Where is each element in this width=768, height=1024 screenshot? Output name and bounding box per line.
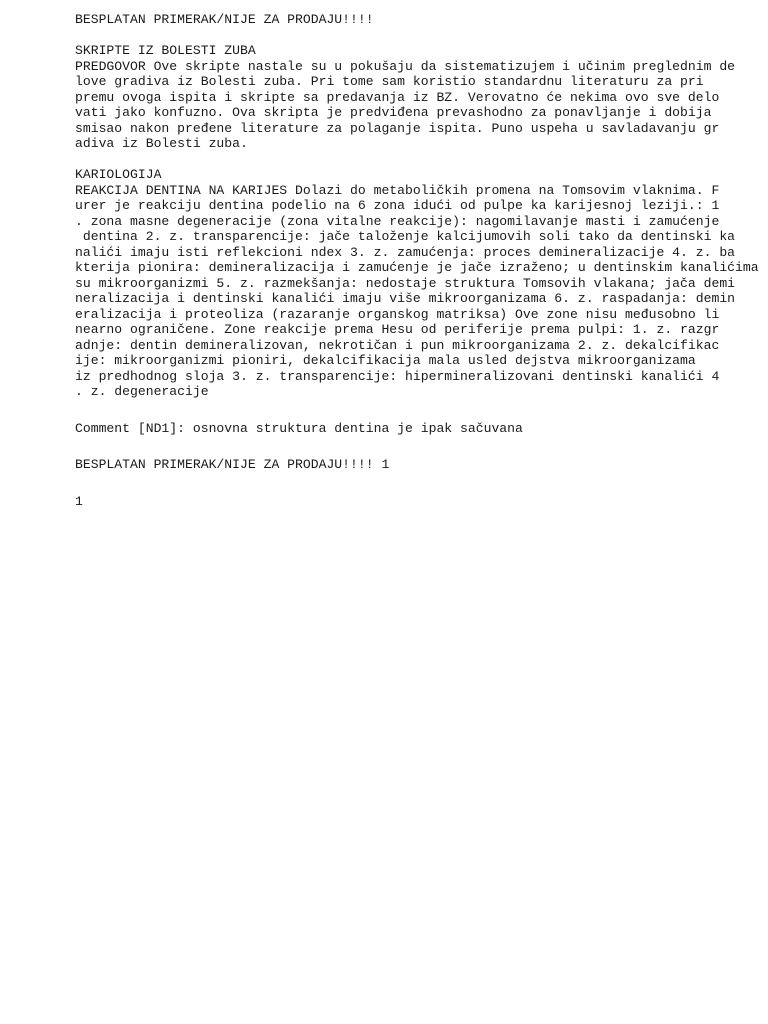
section-line: nalići imaju isti reflekcioni ndex 3. z. zamućenja: proces demineralizacije 4. z. ba xyxy=(75,244,736,260)
intro-line: vati jako konfuzno. Ova skripta je predviđena prevashodno za ponavljanje i dobija xyxy=(75,105,712,120)
spacer xyxy=(75,152,755,168)
intro-line: adiva iz Bolesti zuba. xyxy=(75,136,248,151)
intro-title: SKRIPTE IZ BOLESTI ZUBA xyxy=(75,43,256,58)
section-line: su mikroorganizmi 5. z. razmekšanja: nedostaje struktura Tomsovih vlakana; jača demi xyxy=(75,275,736,291)
section-line: urer je reakciju dentina podelio na 6 zona idući od pulpe ka karijesnoj leziji.: 1 xyxy=(75,198,720,213)
section-line: nearno ograničene. Zone reakcije prema Hesu od periferije prema pulpi: 1. z. razgr xyxy=(75,322,720,337)
spacer xyxy=(75,436,755,457)
section-line: REAKCIJA DENTINA NA KARIJES Dolazi do metaboličkih promena na Tomsovim vlaknima. F xyxy=(75,182,720,198)
section-line: dentina 2. z. transparencije: jače taloženje kalcijumovih soli tako da dentinski ka xyxy=(75,229,736,244)
section-line: . z. degeneracije xyxy=(75,384,209,399)
section-line: adnje: dentin demineralizovan, nekrotičan i pun mikroorganizama 2. z. dekalcifikac xyxy=(75,337,720,353)
section-line: kterija pionira: demineralizacija i zamućenje je jače izraženo; u dentinskim kanalićima xyxy=(75,260,759,275)
spacer xyxy=(75,473,755,494)
section-line: . zona masne degeneracije (zona vitalne reakcije): nagomilavanje masti i zamućenje xyxy=(75,213,720,229)
section-line: eralizacija i proteoliza (razaranje organskog matriksa) Ove zone nisu međusobno li xyxy=(75,306,720,322)
spacer xyxy=(75,400,755,421)
footer-notice: BESPLATAN PRIMERAK/NIJE ZA PRODAJU!!!! 1 xyxy=(75,457,390,472)
intro-line: PREDGOVOR Ove skripte nastale su u pokušaju da sistematizujem i učinim preglednim de xyxy=(75,58,736,74)
document-page xyxy=(75,12,759,509)
section-line: iz predhodnog sloja 3. z. transparencije: hipermineralizovani dentinski kanalići 4 xyxy=(75,368,720,384)
page-number: 1 xyxy=(75,493,83,509)
section-block xyxy=(75,167,759,400)
section-title: KARIOLOGIJA xyxy=(75,167,162,182)
intro-block xyxy=(75,43,755,152)
spacer xyxy=(75,28,755,44)
intro-line: smisao nakon pređene literature za polaganje ispita. Puno uspeha u savladavanju gr xyxy=(75,120,720,136)
intro-line: premu ovoga ispita i skripte sa predavanja iz BZ. Verovatno će nekima ovo sve delo xyxy=(75,89,720,105)
header-notice: BESPLATAN PRIMERAK/NIJE ZA PRODAJU!!!! xyxy=(75,12,374,27)
section-line: neralizacija i dentinski kanalići imaju više mikroorganizama 6. z. raspadanja: demin xyxy=(75,291,736,306)
section-line: ije: mikroorganizmi pioniri, dekalcifikacija mala usled dejstva mikroorganizama xyxy=(75,353,696,368)
intro-line: love gradiva iz Bolesti zuba. Pri tome sam koristio standardnu literaturu za pri xyxy=(75,74,704,89)
comment-note: Comment [ND1]: osnovna struktura dentina je ipak sačuvana xyxy=(75,420,523,436)
